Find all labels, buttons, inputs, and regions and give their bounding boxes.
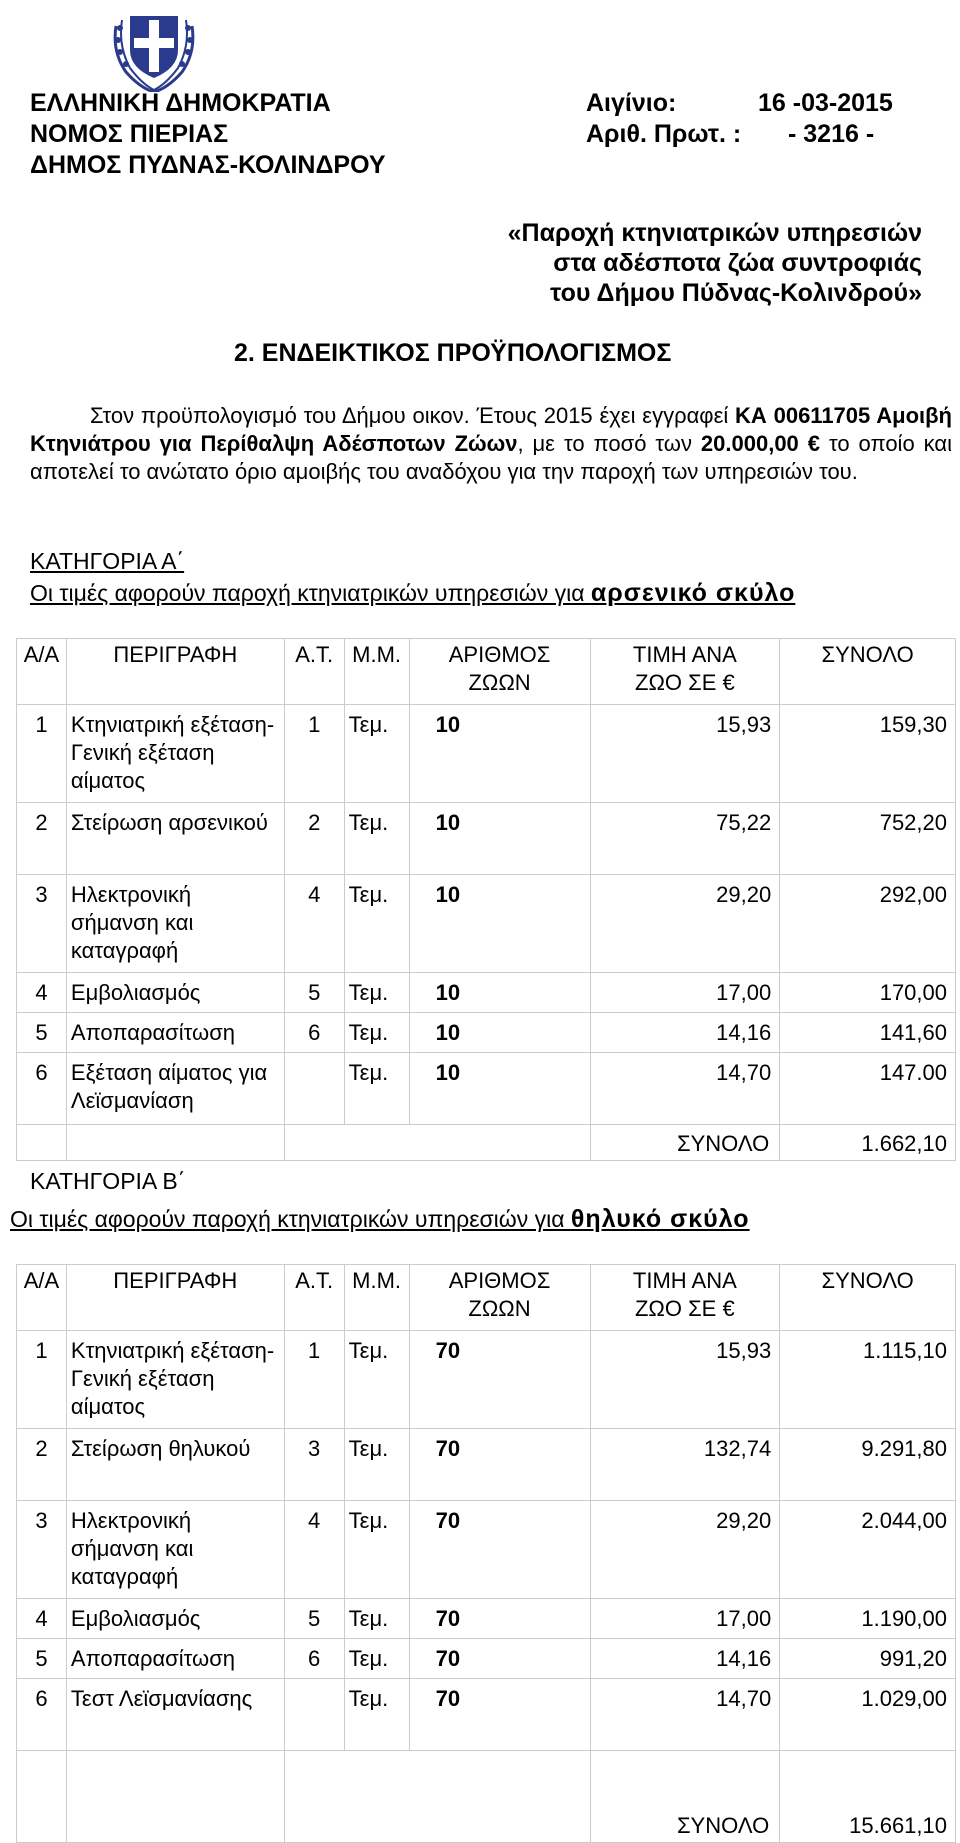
row-description: Στείρωση θηλυκού [66,1429,284,1501]
section-heading: 2. ΕΝΔΕΙΚΤΙΚΟΣ ΠΡΟΫΠΟΛΟΓΙΣΜΟΣ [234,339,672,367]
row-at: 2 [284,803,344,875]
row-total: 1.029,00 [780,1679,956,1751]
row-price: 29,20 [590,1501,780,1599]
row-description: Αποπαρασίτωση [66,1013,284,1053]
sum-empty-2 [66,1751,284,1843]
row-description: Εμβολιασμός [66,973,284,1013]
row-mm: Τεμ. [344,1639,409,1679]
row-mm: Τεμ. [344,1013,409,1053]
header-description: ΠΕΡΙΓΡΑΦΗ [66,1265,284,1331]
table-row [17,1331,956,1429]
table-row [17,1679,956,1751]
category-a-table-body [17,639,956,1161]
row-description: Κτηνιατρική εξέταση-Γενική εξέταση αίματος [66,705,284,803]
budget-code: ΚΑ 00611705 Αμοιβή Κτηνιάτρου για Περίθαλψη Αδέσποτων Ζώων [30,403,952,456]
row-aa: 3 [17,1501,67,1599]
row-total: 141,60 [780,1013,956,1053]
category-a-animal: αρσενικό σκύλο [590,579,796,607]
row-animal-count: 10 [409,875,590,973]
sum-empty-3 [284,1125,590,1161]
budget-paragraph [30,402,952,486]
row-animal-count: 10 [409,1053,590,1125]
row-aa: 1 [17,705,67,803]
row-total: 1.115,10 [780,1331,956,1429]
row-aa: 5 [17,1013,67,1053]
sum-empty-1 [17,1125,67,1161]
row-animal-count: 10 [409,1013,590,1053]
row-description: Τεστ Λεϊσμανίασης [66,1679,284,1751]
table-row [17,1429,956,1501]
header-at: Α.Τ. [284,1265,344,1331]
row-at: 4 [284,1501,344,1599]
row-mm: Τεμ. [344,1331,409,1429]
row-aa: 3 [17,875,67,973]
row-aa: 6 [17,1053,67,1125]
row-at: 4 [284,875,344,973]
row-mm: Τεμ. [344,1599,409,1639]
protocol-number: - 3216 - [788,120,875,148]
header-price-per-animal: ΤΙΜΗ ΑΝΑ ΖΩΟ ΣΕ € [590,639,780,705]
header-at: Α.Τ. [284,639,344,705]
row-price: 132,74 [590,1429,780,1501]
row-animal-count: 10 [409,705,590,803]
header-aa: Α/Α [17,1265,67,1331]
row-price: 15,93 [590,1331,780,1429]
row-aa: 2 [17,1429,67,1501]
header-animal-count: ΑΡΙΘΜΟΣ ΖΩΩΝ [409,1265,590,1331]
row-total: 752,20 [780,803,956,875]
category-a-subtitle-text: Οι τιμές αφορούν παροχή κτηνιατρικών υπηρεσιών για [30,580,591,606]
row-at: 5 [284,1599,344,1639]
row-total: 9.291,80 [780,1429,956,1501]
row-mm: Τεμ. [344,1053,409,1125]
row-price: 29,20 [590,875,780,973]
greek-coat-of-arms-icon [112,6,196,92]
row-at [284,1053,344,1125]
row-price: 14,70 [590,1679,780,1751]
header-municipality: ΔΗΜΟΣ ΠΥΔΝΑΣ-ΚΟΛΙΝΔΡΟΥ [30,151,386,179]
row-animal-count: 10 [409,803,590,875]
category-a-subtitle [30,578,795,608]
row-mm: Τεμ. [344,973,409,1013]
sum-value: 15.661,10 [780,1751,956,1843]
row-total: 147.00 [780,1053,956,1125]
row-animal-count: 70 [409,1331,590,1429]
header-description: ΠΕΡΙΓΡΑΦΗ [66,639,284,705]
row-description: Κτηνιατρική εξέταση-Γενική εξέταση αίματος [66,1331,284,1429]
row-at: 1 [284,1331,344,1429]
title-line-2: στα αδέσποτα ζώα συντροφιάς [553,249,922,277]
row-price: 75,22 [590,803,780,875]
row-at [284,1679,344,1751]
row-description: Εξέταση αίματος για Λεϊσμανίαση [66,1053,284,1125]
category-b-animal: θηλυκό σκύλο [570,1205,750,1233]
row-mm: Τεμ. [344,705,409,803]
row-description: Ηλεκτρονική σήμανση και καταγραφή [66,875,284,973]
category-b-table-body [17,1265,956,1843]
table-row [17,1501,956,1599]
row-aa: 1 [17,1331,67,1429]
sum-value: 1.662,10 [780,1125,956,1161]
category-b-subtitle [10,1204,750,1234]
sum-empty-3 [284,1751,590,1843]
table-row [17,1053,956,1125]
row-total: 159,30 [780,705,956,803]
header-aa: Α/Α [17,639,67,705]
category-b-table [16,1264,956,1843]
row-price: 14,70 [590,1053,780,1125]
row-animal-count: 70 [409,1429,590,1501]
row-description: Ηλεκτρονική σήμανση και καταγραφή [66,1501,284,1599]
category-a-table [16,638,956,1161]
header-animal-count: ΑΡΙΘΜΟΣ ΖΩΩΝ [409,639,590,705]
row-mm: Τεμ. [344,1501,409,1599]
row-animal-count: 10 [409,973,590,1013]
row-animal-count: 70 [409,1639,590,1679]
row-total: 2.044,00 [780,1501,956,1599]
sum-empty-1 [17,1751,67,1843]
document-date: 16 -03-2015 [758,89,893,117]
row-animal-count: 70 [409,1501,590,1599]
table-row [17,1639,956,1679]
row-aa: 6 [17,1679,67,1751]
sum-empty-2 [66,1125,284,1161]
table-header-row [17,639,956,705]
row-description: Αποπαρασίτωση [66,1639,284,1679]
row-description: Εμβολιασμός [66,1599,284,1639]
row-total: 991,20 [780,1639,956,1679]
table-row [17,705,956,803]
row-aa: 5 [17,1639,67,1679]
row-mm: Τεμ. [344,1679,409,1751]
row-aa: 4 [17,1599,67,1639]
category-b-label: ΚΑΤΗΓΟΡΙΑ Β΄ [30,1168,186,1194]
header-mm: Μ.Μ. [344,1265,409,1331]
row-animal-count: 70 [409,1599,590,1639]
table-sum-row [17,1125,956,1161]
category-b-subtitle-text: Οι τιμές αφορούν παροχή κτηνιατρικών υπηρεσιών για [10,1206,571,1232]
table-row [17,1599,956,1639]
paragraph-text-3: το οποίο και αποτελεί το ανώτατο όριο αμοιβής του αναδόχου για την παροχή των υπηρεσιών του. [30,431,952,484]
row-total: 170,00 [780,973,956,1013]
row-aa: 4 [17,973,67,1013]
title-line-3: του Δήμου Πύδνας-Κολινδρού» [550,279,922,307]
row-price: 14,16 [590,1639,780,1679]
table-row [17,803,956,875]
row-at: 6 [284,1639,344,1679]
category-a-label: ΚΑΤΗΓΟΡΙΑ Α΄ [30,548,185,574]
table-row [17,875,956,973]
header-prefecture: ΝΟΜΟΣ ΠΙΕΡΙΑΣ [30,120,229,148]
row-mm: Τεμ. [344,1429,409,1501]
paragraph-text-1: Στον προϋπολογισμό του Δήμου οικον. Έτους 2015 έχει εγγραφεί [90,403,736,428]
row-at: 1 [284,705,344,803]
paragraph-text-2: , με το ποσό των [517,431,701,456]
sum-label: ΣΥΝΟΛΟ [590,1751,780,1843]
header-total: ΣΥΝΟΛΟ [780,1265,956,1331]
header-mm: Μ.Μ. [344,639,409,705]
row-animal-count: 70 [409,1679,590,1751]
header-price-per-animal: ΤΙΜΗ ΑΝΑ ΖΩΟ ΣΕ € [590,1265,780,1331]
table-row [17,1013,956,1053]
table-row [17,973,956,1013]
row-mm: Τεμ. [344,875,409,973]
row-price: 17,00 [590,973,780,1013]
row-at: 5 [284,973,344,1013]
place-label: Αιγίνιο: [586,89,677,117]
row-total: 1.190,00 [780,1599,956,1639]
row-aa: 2 [17,803,67,875]
row-at: 6 [284,1013,344,1053]
row-mm: Τεμ. [344,803,409,875]
header-total: ΣΥΝΟΛΟ [780,639,956,705]
budget-amount: 20.000,00 € [700,431,820,456]
row-total: 292,00 [780,875,956,973]
row-price: 15,93 [590,705,780,803]
row-description: Στείρωση αρσενικού [66,803,284,875]
row-price: 14,16 [590,1013,780,1053]
sum-label: ΣΥΝΟΛΟ [590,1125,780,1161]
table-sum-row [17,1751,956,1843]
protocol-label: Αριθ. Πρωτ. : [586,120,742,148]
table-header-row [17,1265,956,1331]
row-price: 17,00 [590,1599,780,1639]
header-country: ΕΛΛΗΝΙΚΗ ΔΗΜΟΚΡΑΤΙΑ [30,89,331,117]
title-line-1: «Παροχή κτηνιατρικών υπηρεσιών [507,219,922,247]
row-at: 3 [284,1429,344,1501]
